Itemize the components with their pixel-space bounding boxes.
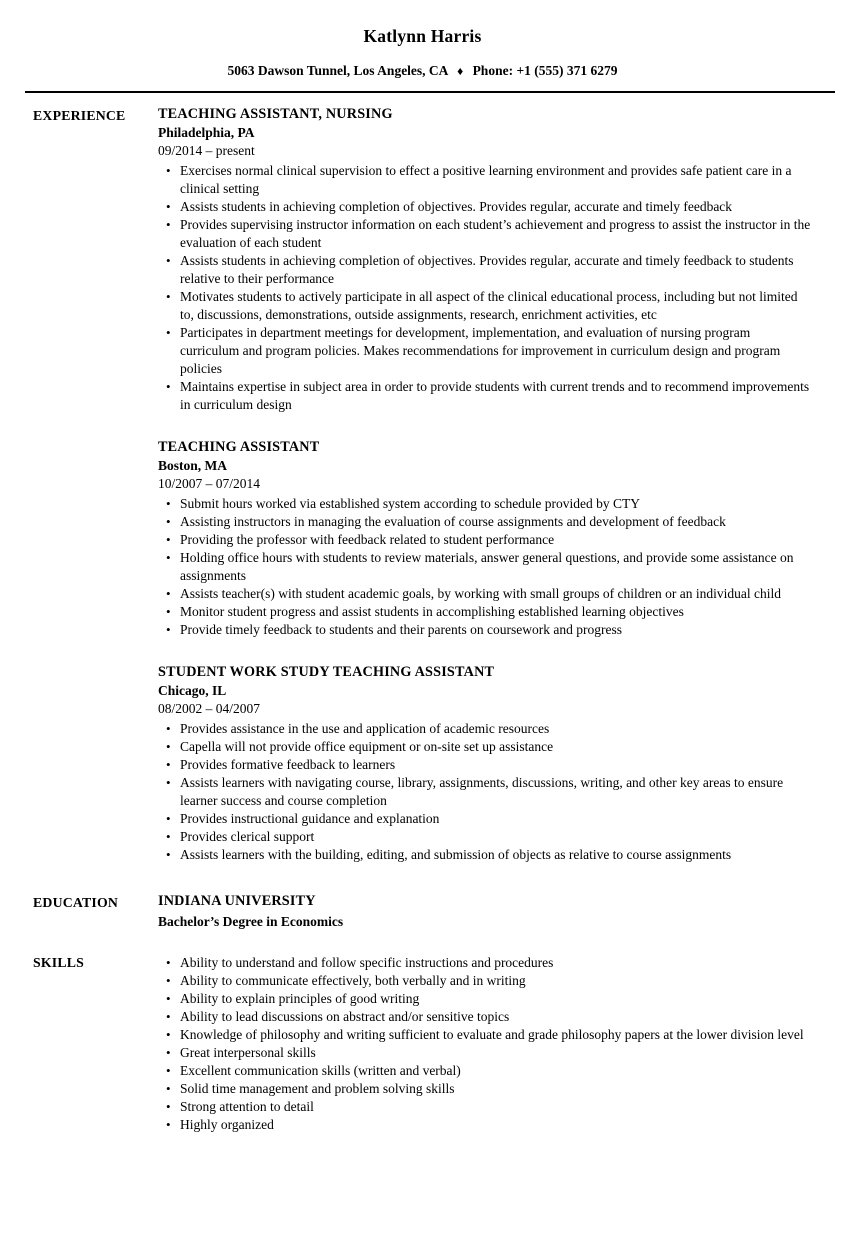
job-bullet: • Provides assistance in the use and application of academic resources — [180, 720, 812, 738]
job-bullet: • Assists learners with the building, editing, and submission of objects as relative to course assignments — [180, 846, 812, 864]
job-bullet: • Provides supervising instructor information on each student’s achievement and progress to assist the instructor in the evaluation of each student — [180, 216, 812, 252]
experience-section — [33, 105, 812, 864]
job-entry — [158, 663, 812, 864]
job-bullet: • Provide timely feedback to students and their parents on coursework and progress — [180, 621, 812, 639]
school-name: INDIANA UNIVERSITY — [158, 893, 316, 909]
job-bullet: • Provides formative feedback to learners — [180, 756, 812, 774]
education-content — [158, 892, 812, 931]
candidate-name: Katlynn Harris — [363, 26, 482, 46]
job-bullet: • Exercises normal clinical supervision to effect a positive learning environment and provides safe patient care in a clinical setting — [180, 162, 812, 198]
experience-content — [158, 105, 812, 864]
address-text: 5063 Dawson Tunnel, Los Angeles, CA — [227, 63, 448, 78]
job-dates: 09/2014 – present — [158, 143, 255, 158]
job-bullet: • Maintains expertise in subject area in order to provide students with current trends and to recommend improvements in curriculum design — [180, 378, 812, 414]
job-location: Philadelphia, PA — [158, 125, 255, 140]
job-location: Boston, MA — [158, 458, 228, 473]
job-bullet: • Assists students in achieving completion of objectives. Provides regular, accurate and timely feedback to students relative to their performance — [180, 252, 812, 288]
skill-bullet: • Solid time management and problem solving skills — [180, 1080, 812, 1098]
job-title: TEACHING ASSISTANT, NURSING — [158, 106, 393, 122]
job-bullet-list — [158, 495, 812, 639]
job-dates: 10/2007 – 07/2014 — [158, 476, 261, 491]
skill-bullet: • Knowledge of philosophy and writing sufficient to evaluate and grade philosophy papers at the lower division level — [180, 1026, 812, 1044]
job-bullet: • Assists students in achieving completion of objectives. Provides regular, accurate and timely feedback — [180, 198, 812, 216]
job-title: STUDENT WORK STUDY TEACHING ASSISTANT — [158, 664, 495, 680]
job-title: TEACHING ASSISTANT — [158, 439, 320, 455]
job-entry — [158, 105, 812, 414]
experience-label: EXPERIENCE — [33, 108, 126, 123]
job-bullet: • Provides clerical support — [180, 828, 812, 846]
skills-bullet-list — [158, 954, 812, 1134]
job-location: Chicago, IL — [158, 683, 227, 698]
job-bullet: • Holding office hours with students to review materials, answer general questions, and provide some assistance on assignments — [180, 549, 812, 585]
skills-section — [33, 952, 812, 1134]
job-dates: 08/2002 – 04/2007 — [158, 701, 261, 716]
phone-text: Phone: +1 (555) 371 6279 — [472, 63, 618, 78]
skill-bullet: • Ability to understand and follow specific instructions and procedures — [180, 954, 812, 972]
job-bullet-list — [158, 162, 812, 414]
education-section — [33, 892, 812, 931]
header-divider — [25, 91, 835, 93]
job-bullet: • Assists teacher(s) with student academic goals, by working with small groups of children or an individual child — [180, 585, 812, 603]
job-bullet: • Assisting instructors in managing the evaluation of course assignments and development of feedback — [180, 513, 812, 531]
job-entry — [158, 438, 812, 639]
job-bullet: • Assists learners with navigating course, library, assignments, discussions, writing, and other key areas to ensure learner success and course completion — [180, 774, 812, 810]
skill-bullet: • Ability to explain principles of good writing — [180, 990, 812, 1008]
job-bullet: • Monitor student progress and assist students in accomplishing established learning objectives — [180, 603, 812, 621]
degree-name: Bachelor’s Degree in Economics — [158, 914, 344, 929]
skill-bullet: • Excellent communication skills (written and verbal) — [180, 1062, 812, 1080]
skill-bullet: • Strong attention to detail — [180, 1098, 812, 1116]
skills-content — [158, 952, 812, 1134]
skill-bullet: • Ability to lead discussions on abstract and/or sensitive topics — [180, 1008, 812, 1026]
skill-bullet: • Highly organized — [180, 1116, 812, 1134]
diamond-separator-icon: ♦ — [457, 64, 464, 78]
education-label: EDUCATION — [33, 895, 119, 910]
job-bullet: • Participates in department meetings for development, implementation, and evaluation of nursing program curriculum and program policies. Makes recommendations for improvement in curriculum design and program policies — [180, 324, 812, 378]
skill-bullet: • Great interpersonal skills — [180, 1044, 812, 1062]
job-bullet: • Providing the professor with feedback related to student performance — [180, 531, 812, 549]
job-bullet: • Provides instructional guidance and explanation — [180, 810, 812, 828]
job-bullet-list — [158, 720, 812, 864]
contact-line — [33, 62, 812, 80]
resume-header — [33, 26, 812, 93]
job-bullet: • Capella will not provide office equipment or on-site set up assistance — [180, 738, 812, 756]
skill-bullet: • Ability to communicate effectively, both verbally and in writing — [180, 972, 812, 990]
skills-label: SKILLS — [33, 955, 85, 970]
job-bullet: • Motivates students to actively participate in all aspect of the clinical educational process, including but not limited to, discussions, demonstrations, outside assignments, research, enrichment activities, etc — [180, 288, 812, 324]
job-bullet: • Submit hours worked via established system according to schedule provided by CTY — [180, 495, 812, 513]
